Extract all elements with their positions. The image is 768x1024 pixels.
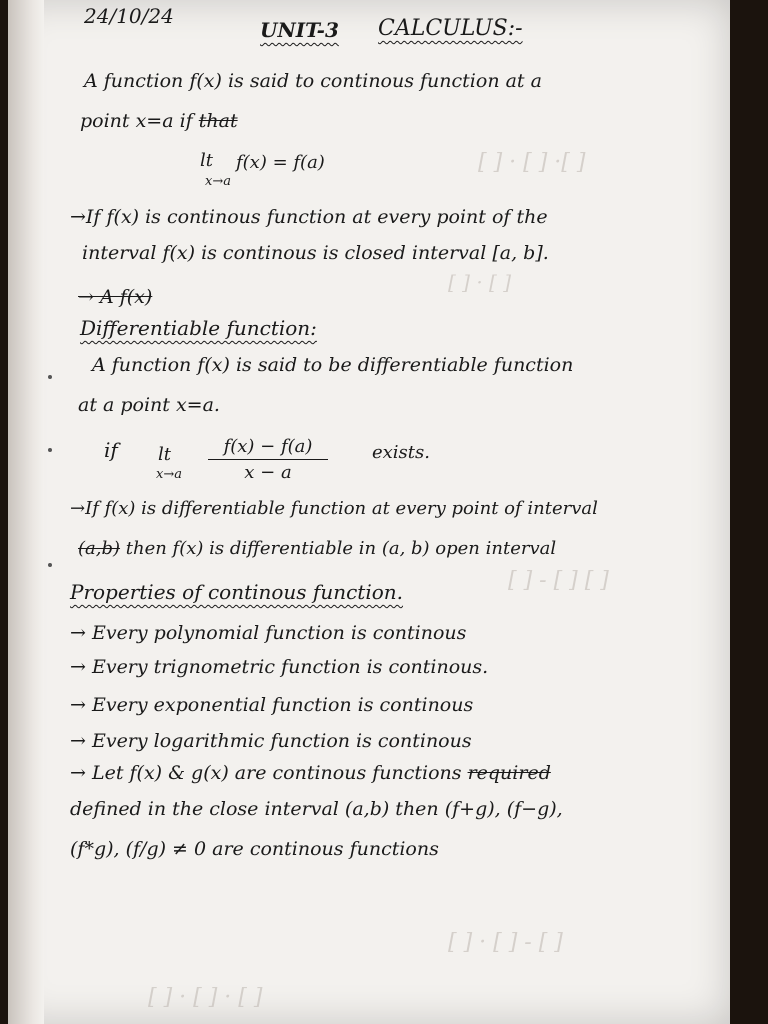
binding-hole: [48, 563, 52, 567]
properties-heading: Properties of continous function.: [70, 580, 404, 604]
fraction-denominator: x − a: [244, 462, 292, 483]
struck-word: (a,b): [78, 538, 121, 559]
bleed-through-marks: [ ] - [ ] [ ]: [508, 568, 609, 593]
continuity-def-line2: point x=a if that: [80, 110, 238, 132]
limit-lt: lt: [200, 150, 213, 171]
unit-label: UNIT-3: [260, 18, 339, 42]
differentiable-heading: Differentiable function:: [80, 316, 317, 340]
differentiable-def-line2: at a point x=a.: [78, 394, 220, 416]
fraction-numerator: f(x) − f(a): [208, 436, 328, 460]
differentiable-note-line1: →If f(x) is differentiable function at every point of interval: [70, 498, 598, 519]
limit-lt: lt: [158, 444, 171, 465]
property-item: → Every polynomial function is continous: [70, 622, 467, 644]
property-item: → Every exponential function is continous: [70, 694, 474, 716]
page-title: CALCULUS:-: [378, 16, 523, 41]
differentiable-def-line1: A function f(x) is said to be differentiable function: [92, 354, 574, 376]
binding-hole: [48, 375, 52, 379]
bleed-through-marks: [ ] · [ ]: [448, 270, 511, 294]
limit-subscript: x→a: [205, 174, 231, 189]
bleed-through-marks: [ ] · [ ] ·[ ]: [478, 150, 586, 175]
bleed-through-marks: [ ] · [ ] - [ ]: [448, 930, 563, 955]
property-item: → Every trignometric function is continous.: [70, 656, 489, 678]
continuity-note-line2: interval f(x) is continous is closed interval [a, b].: [82, 242, 549, 264]
property-item: → Every logarithmic function is continous: [70, 730, 472, 752]
struck-word: that: [198, 110, 238, 132]
binding-hole: [48, 448, 52, 452]
continuity-def-line1: A function f(x) is said to continous function at a: [84, 70, 542, 92]
if-word: if: [104, 438, 118, 462]
bleed-through-marks: [ ] · [ ] · [ ]: [148, 985, 263, 1010]
property-item-last-line2: defined in the close interval (a,b) then (f+g), (f−g),: [70, 798, 563, 820]
difference-quotient: [208, 436, 328, 483]
exists-word: exists.: [372, 442, 430, 463]
page-binding: [8, 0, 44, 1024]
date: 24/10/24: [84, 4, 174, 28]
differentiable-note-line2: (a,b) then f(x) is differentiable in (a, b) open interval: [78, 538, 557, 559]
struck-word: required: [467, 762, 551, 784]
struck-line: → A f(x): [78, 286, 153, 308]
property-item-last-line1: → Let f(x) & g(x) are continous functions required: [70, 762, 551, 784]
continuity-note-line1: →If f(x) is continous function at every point of the: [70, 206, 548, 228]
limit-subscript: x→a: [156, 467, 182, 482]
limit-expression: f(x) = f(a): [236, 152, 325, 173]
property-item-last-line3: (f*g), (f/g) ≠ 0 are continous functions: [70, 838, 439, 860]
notebook-page: [8, 0, 730, 1024]
